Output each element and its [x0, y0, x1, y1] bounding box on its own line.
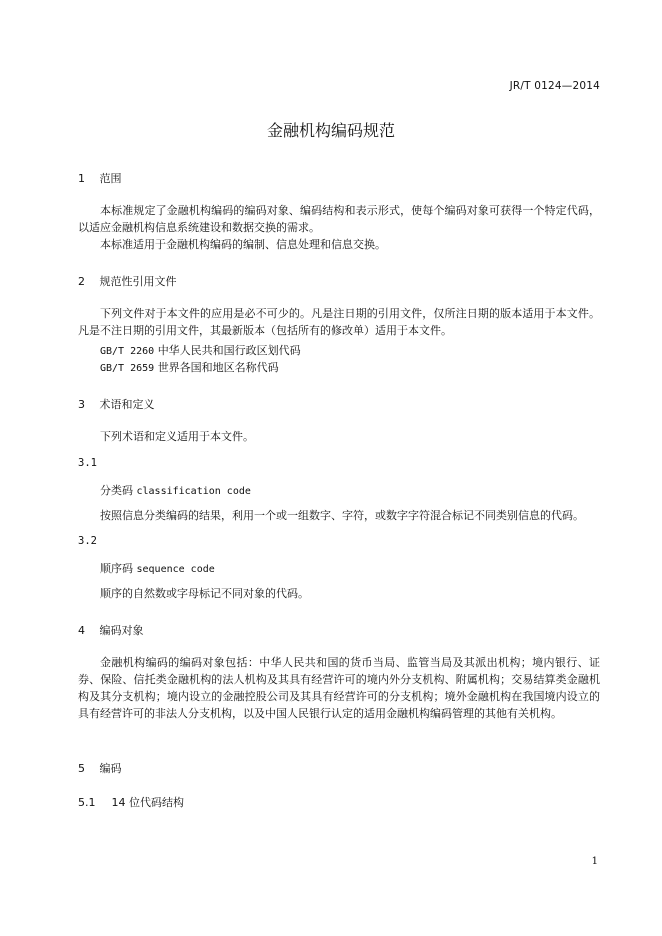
reference-code: GB/T 2659: [100, 363, 155, 374]
section-3-heading: [78, 396, 155, 412]
section-title: 编码对象: [99, 624, 144, 637]
term-3-1: [100, 482, 251, 498]
section-title: 规范性引用文件: [99, 275, 177, 288]
term-3-2-definition: 顺序的自然数或字母标记不同对象的代码。: [100, 587, 309, 600]
standard-code: JR/T 0124—2014: [509, 80, 600, 92]
page-number: 1: [591, 856, 598, 867]
section-number: 3: [78, 398, 85, 411]
term-english: sequence code: [136, 564, 215, 575]
section-title: 术语和定义: [99, 398, 155, 411]
section-number: 5: [78, 762, 85, 775]
section-number: 1: [78, 172, 85, 185]
term-3-2: [100, 560, 215, 576]
section-5-1-heading: [78, 794, 184, 810]
term-chinese: 分类码: [100, 484, 133, 497]
section-5-heading: [78, 760, 122, 776]
section-1-paragraph-1: 本标准规定了金融机构编码的编码对象、编码结构和表示形式，使每个编码对象可获得一个特定代码，以适应金融机构信息系统建设和数据交换的需求。: [78, 204, 600, 234]
section-title: 范围: [99, 172, 122, 185]
section-2-heading: [78, 273, 177, 289]
section-1-heading: [78, 170, 122, 186]
document-title: 金融机构编码规范: [266, 121, 395, 140]
section-2-paragraph-1: 下列文件对于本文件的应用是必不可少的。凡是注日期的引用文件，仅所注日期的版本适用于本文件。凡是不注日期的引用文件，其最新版本（包括所有的修改单）适用于本文件。: [78, 307, 600, 337]
term-chinese: 顺序码: [100, 562, 133, 575]
section-title: 编码: [99, 762, 122, 775]
reference-name: 中华人民共和国行政区划代码: [157, 344, 301, 357]
section-number: 2: [78, 275, 85, 288]
section-4-heading: [78, 622, 144, 638]
term-3-2-number: 3.2: [78, 535, 97, 547]
section-number: 4: [78, 624, 85, 637]
normative-reference-1: [100, 342, 301, 358]
term-english: classification code: [136, 486, 251, 497]
section-number: 5.1: [78, 796, 96, 809]
term-3-1-definition: 按照信息分类编码的结果，利用一个或一组数字、字符，或数字字符混合标记不同类别信息的代码。: [100, 509, 584, 522]
section-3-paragraph-1: 下列术语和定义适用于本文件。: [100, 430, 254, 443]
reference-code: GB/T 2260: [100, 346, 155, 357]
section-1-paragraph-2: 本标准适用于金融机构编码的编制、信息处理和信息交换。: [100, 238, 386, 251]
section-title: 14 位代码结构: [111, 796, 184, 809]
normative-reference-2: [100, 359, 279, 375]
term-3-1-number: 3.1: [78, 457, 97, 469]
section-4-paragraph-1: 金融机构编码的编码对象包括：中华人民共和国的货币当局、监管当局及其派出机构；境内银行、证券、保险、信托类金融机构的法人机构及其具有经营许可的境内外分支机构、附属机构；交易结算类金融机构及其分支机构；境内设立的金融控股公司及其具有经营许可的分支机构；境外金融机构在我国境内设立的具有经营许可的非法人分支机构，以及中国人民银行认定的适用金融机构编码管理的其他有关机构。: [78, 656, 600, 720]
reference-name: 世界各国和地区名称代码: [157, 361, 279, 374]
